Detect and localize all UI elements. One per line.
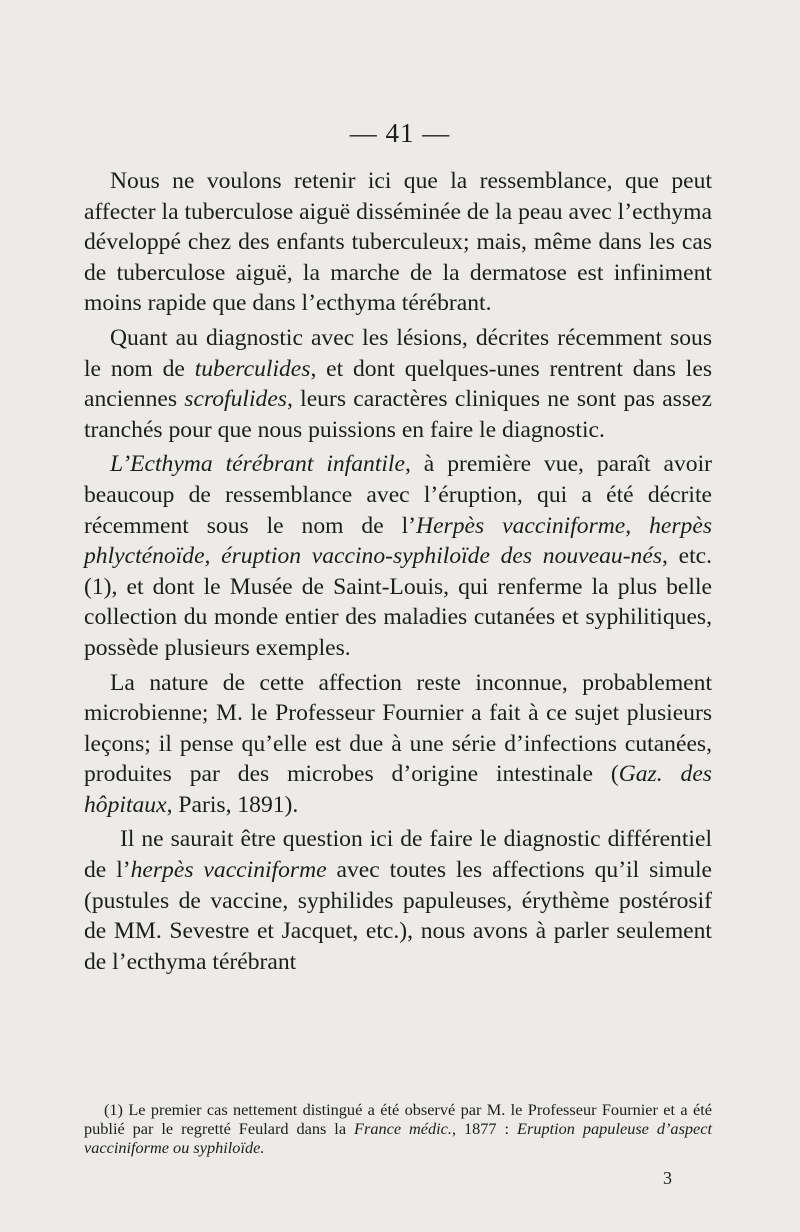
footnotes [84,1101,712,1157]
paragraph [84,166,712,319]
signature-mark: 3 [663,1168,672,1188]
footnote [84,1101,712,1157]
italic-text: herpès vacciniforme [130,857,327,884]
text-run: Il ne saurait être question ici de faire le diagnostic différentiel de l’ [84,826,712,884]
body-text [84,166,712,977]
italic-text: L’Ecthyma térébrant infantile [110,451,405,478]
text-run: , etc. (1), et dont le Musée de Saint-Louis, qui renferme la plus belle collection du monde entier des maladies cutanées et syphilitiques, possède plusieurs exemples. [84,543,712,661]
italic-text: Eruption papuleuse d’aspect vacciniforme ou syphiloïde. [84,1118,713,1157]
paragraph [84,449,712,663]
text-run: , et dont quelques-unes rentrent dans les anciennes [84,355,712,413]
text-run: Nous ne voulons retenir ici que la ressemblance, que peut affecter la tuberculose aiguë disséminée de la peau avec l’ecthyma développé chez des enfants tuberculeux; mais, même dans les cas de tuberculose aiguë, la marche de la dermatose est infiniment moins rapide que dans l’ecthyma térébrant. [84,168,712,317]
paragraph [84,323,712,445]
italic-text: tuberculides [194,355,311,382]
paragraph [84,668,712,821]
text-run: (1) Le premier cas nettement distingué a été observé par M. le Professeur Fournier et a été publié par le regretté Feulard dans la [84,1100,712,1138]
text-run: Quant au diagnostic avec les lésions, décrites récemment sous le nom de [84,324,712,382]
text-run: avec toutes les affections qu’il simule (pustules de vaccine, syphilides papuleuses, érythème postérosif de MM. Sevestre et Jacquet, etc.), nous avons à parler seulement de l’ecthyma térébrant [84,857,712,975]
italic-text: scrofulides [184,386,287,413]
text-run: , Paris, 1891). [166,791,299,818]
text-run: , à première vue, paraît avoir beaucoup de ressemblance avec l’éruption, qui a été décrite récemment sous le nom de l’ [84,451,712,539]
text-run: , leurs caractères cliniques ne sont pas assez tranchés pour que nous puissions en faire le diagnostic. [84,386,712,443]
italic-text: Gaz. des hôpitaux [84,761,712,818]
text-run: , 1877 : [451,1118,518,1138]
italic-text: France médic. [354,1118,452,1138]
text-run: La nature de cette affection reste inconnue, probablement microbienne; M. le Professeur Fournier a fait à ce sujet plusieurs leçons; il pense qu’elle est due à une série d’infections cutanées, produites par des microbes d’origine intestinale ( [84,669,712,788]
page-number: — 41 — [349,118,451,148]
paragraph [84,824,712,977]
italic-text: Herpès vacciniforme, herpès phlycténoïde, éruption vaccino-syphiloïde des nouveau-nés [84,512,713,570]
